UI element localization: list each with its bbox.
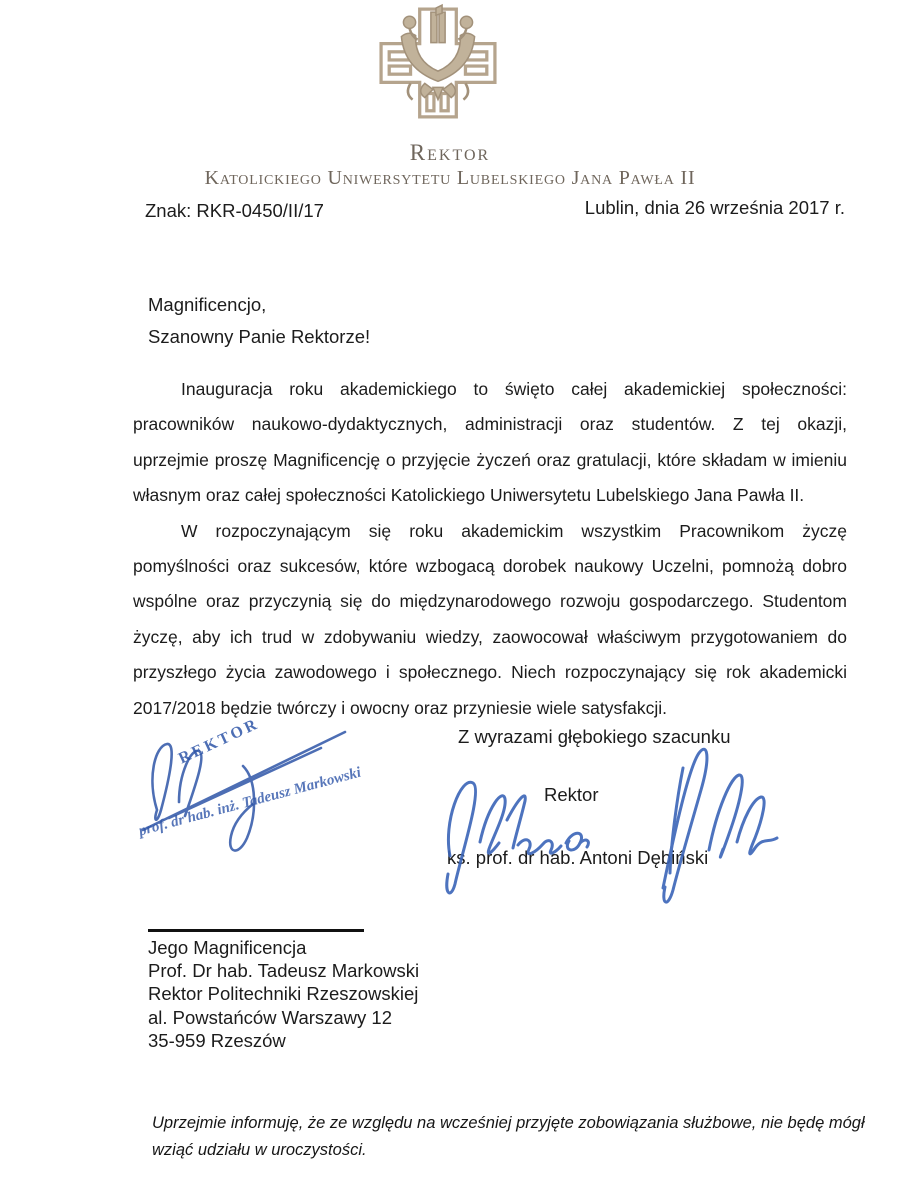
signer-name: ks. prof. dr hab. Antoni Dębiński [447, 847, 709, 868]
salutation-line-2: Szanowny Panie Rektorze! [148, 326, 371, 347]
body-line: życzę, aby ich trud w zdobywaniu wiedzy, zaowocował właściwym przygotowaniem do [133, 626, 847, 647]
addressee-line: Jego Magnificencja [148, 937, 307, 958]
body-line: W rozpoczynającym się roku akademickim wszystkim Pracownikom życzę [181, 520, 847, 541]
place-and-date: Lublin, dnia 26 września 2017 r. [584, 197, 845, 218]
footnote: Uprzejmie informuję, że ze względu na wcześniej przyjęte zobowiązania służbowe, nie będę mógł wziąć udziału w uroczystości. [152, 1114, 865, 1159]
addressee-divider-line [148, 929, 364, 932]
addressee-line: Prof. Dr hab. Tadeusz Markowski [148, 960, 420, 982]
stamp-title: REKTOR [176, 715, 263, 768]
body-line: przyszłego życia zawodowego i społecznego. Niech rozpoczynający się rok akademicki [133, 662, 847, 683]
letterhead-title: Rektor [409, 140, 491, 165]
letter-body [133, 372, 847, 726]
body-line: 2017/2018 będzie twórczy i owocny oraz przyniesie wiele satysfakcji. [133, 697, 668, 718]
addressee-line: 35-959 Rzeszów [148, 1029, 286, 1051]
letterhead-subtitle: Katolickiego Uniwersytetu Lubelskiego Jana Pawła II [204, 167, 696, 189]
body-line: uprzejmie proszę Magnificencję o przyjęcie życzeń oraz gratulacji, które składam w imieniu [133, 449, 847, 470]
body-line: wspólne oraz przyczynią się do międzynarodowego rozwoju gospodarczego. Studentom [133, 591, 847, 612]
body-line: Inauguracja roku akademickiego to święto całej akademickiej społeczności: [181, 379, 847, 399]
addressee-block [148, 936, 419, 1052]
salutation [148, 289, 370, 353]
addressee-line: Rektor Politechniki Rzeszowskiej [148, 983, 419, 1005]
handwritten-signature-icon [430, 738, 780, 910]
kul-emblem-icon [368, 2, 508, 124]
body-line: pomyślności oraz sukcesów, które wzbogacą dorobek naukowy Uczelni, pomnożą dobro [133, 555, 847, 576]
body-line: własnym oraz całej społeczności Katolickiego Uniwersytetu Lubelskiego Jana Pawła II. [133, 485, 805, 506]
salutation-line-1: Magnificencjo, [148, 294, 267, 315]
closing-title: Rektor [544, 784, 599, 805]
reference-number: Znak: RKR-0450/II/17 [145, 200, 324, 221]
addressee-line: al. Powstańców Warszawy 12 [148, 1006, 393, 1028]
body-line: pracowników naukowo-dydaktycznych, administracji oraz studentów. Z tej okazji, [133, 414, 847, 435]
stamp-signer-name: prof. dr hab. inż. Tadeusz Markowski [137, 764, 363, 840]
valediction: Z wyrazami głębokiego szacunku [458, 726, 731, 747]
